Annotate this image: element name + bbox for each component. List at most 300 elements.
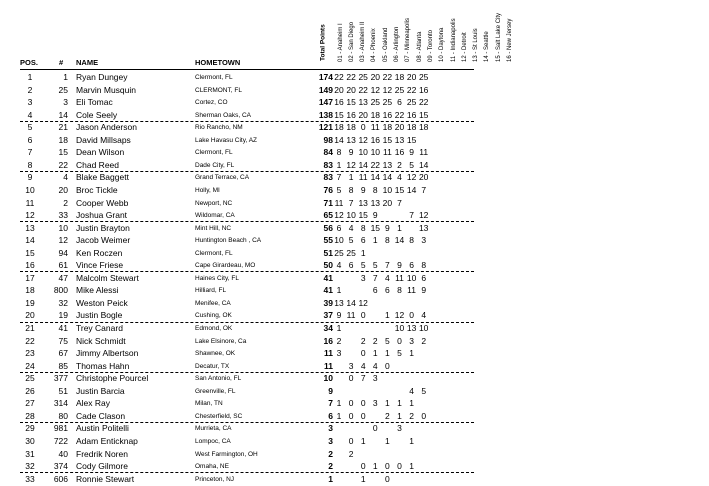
round-points-cell: 0 [360, 122, 366, 133]
round-label: 16 - New Jersey [507, 18, 513, 62]
col-round-header [449, 0, 458, 68]
round-points-cell: 1 [385, 348, 390, 359]
round-points-cell: 0 [360, 461, 366, 472]
hometown-cell: Decatur, TX [195, 362, 230, 370]
round-points-cell: 15 [334, 109, 344, 120]
round-points-cell: 7 [421, 184, 427, 195]
rider-number-cell: 374 [53, 461, 68, 472]
round-points-cell: 5 [336, 184, 342, 195]
rider-number-cell: 3 [63, 97, 68, 108]
round-points-cell: 1 [336, 410, 342, 421]
rider-name-cell: Thomas Hahn [76, 360, 130, 371]
table-row [0, 134, 709, 147]
rider-name-cell: Nick Schmidt [76, 335, 126, 346]
round-points-cell: 15 [346, 97, 356, 108]
position-cell: 5 [27, 122, 33, 133]
table-row [0, 171, 709, 184]
rider-number-cell: 21 [58, 122, 68, 133]
position-cell: 31 [25, 448, 35, 459]
group-separator [20, 271, 474, 272]
round-points-cell: 11 [334, 197, 344, 208]
rider-number-cell: 14 [58, 109, 68, 120]
round-points-cell: 13 [346, 134, 356, 145]
hometown-cell: Grand Terrace, CA [195, 174, 250, 182]
round-points-cell: 14 [382, 172, 393, 183]
total-points-cell: 39 [323, 297, 333, 308]
hometown-cell: Menifee, CA [195, 299, 231, 307]
round-points-cell: 0 [372, 423, 378, 434]
round-points-cell: 5 [360, 260, 366, 271]
total-points-cell: 2 [328, 448, 333, 459]
round-points-cell: 3 [360, 272, 366, 283]
table-row [0, 109, 709, 122]
table-row [0, 309, 709, 322]
hometown-cell: Dade City, FL [195, 161, 235, 169]
round-points-cell: 7 [336, 172, 342, 183]
position-cell: 8 [27, 159, 33, 170]
round-label: 04 - Phoenix [371, 28, 378, 62]
round-points-cell: 13 [370, 197, 381, 208]
round-points-cell: 22 [346, 72, 356, 82]
round-points-cell: 1 [336, 323, 342, 333]
round-points-cell: 14 [394, 235, 405, 246]
round-points-cell: 22 [406, 84, 417, 95]
round-points-cell: 7 [372, 272, 378, 283]
round-points-cell: 10 [334, 235, 344, 246]
hometown-cell: Cushing, OK [195, 312, 232, 320]
position-cell: 3 [27, 97, 33, 108]
round-points-cell: 22 [334, 72, 344, 82]
total-points-cell: 6 [328, 410, 333, 421]
total-points-cell: 11 [324, 348, 333, 359]
round-points-cell: 2 [409, 410, 414, 421]
rider-name-cell: Justin Bogle [76, 310, 123, 321]
round-points-cell: 6 [385, 285, 390, 296]
table-row [0, 71, 709, 84]
round-points-cell: 3 [372, 373, 378, 384]
round-points-cell: 0 [360, 410, 366, 421]
round-points-cell: 25 [394, 84, 405, 95]
position-cell: 13 [25, 222, 35, 233]
round-points-cell: 18 [406, 122, 417, 133]
rider-number-cell: 67 [58, 348, 68, 359]
rider-name-cell: Marvin Musquin [76, 84, 136, 95]
round-points-cell: 1 [336, 398, 342, 409]
rider-number-cell: 314 [53, 398, 68, 409]
rider-number-cell: 32 [58, 297, 68, 308]
total-points-cell: 174 [318, 72, 333, 82]
hometown-cell: Clermont, FL [195, 249, 233, 257]
round-points-cell: 9 [409, 147, 414, 158]
table-row [0, 84, 709, 97]
round-points-cell: 16 [382, 109, 393, 120]
position-cell: 26 [25, 385, 35, 396]
round-points-cell: 13 [382, 159, 393, 170]
round-points-cell: 2 [421, 335, 427, 346]
position-cell: 22 [25, 335, 35, 346]
round-points-cell: 10 [418, 323, 429, 333]
round-points-cell: 0 [348, 410, 354, 421]
round-points-cell: 0 [421, 410, 427, 421]
round-points-cell: 4 [336, 260, 342, 271]
rider-number-cell: 51 [58, 385, 68, 396]
rider-number-cell: 22 [58, 159, 68, 170]
total-points-cell: 83 [323, 172, 333, 183]
total-points-cell: 11 [324, 360, 333, 371]
total-points-cell: 55 [323, 235, 333, 246]
round-points-cell: 10 [382, 184, 393, 195]
total-points-cell: 149 [318, 84, 333, 95]
col-total-header [318, 0, 327, 68]
rider-name-cell: David Millsaps [76, 134, 131, 145]
rider-name-cell: Cade Clason [76, 410, 126, 421]
round-points-cell: 7 [397, 197, 402, 208]
rider-number-cell: 19 [58, 310, 68, 321]
rider-name-cell: Adam Enticknap [76, 435, 138, 446]
rider-name-cell: Ken Roczen [76, 247, 123, 258]
round-points-cell: 11 [419, 147, 429, 158]
round-points-cell: 12 [370, 84, 381, 95]
round-points-cell: 12 [358, 134, 368, 145]
round-points-cell: 13 [418, 222, 429, 233]
col-round-header [506, 0, 515, 68]
group-separator [20, 221, 474, 222]
group-separator [20, 121, 474, 122]
rider-number-cell: 606 [53, 473, 68, 484]
rider-name-cell: Chad Reed [76, 159, 120, 170]
round-points-cell: 3 [409, 335, 414, 346]
round-points-cell: 18 [394, 72, 405, 82]
rider-name-cell: Blake Baggett [76, 172, 129, 183]
round-points-cell: 18 [346, 122, 356, 133]
position-cell: 29 [25, 423, 35, 434]
total-points-cell: 37 [323, 310, 333, 321]
round-points-cell: 18 [370, 109, 381, 120]
round-points-cell: 1 [409, 348, 414, 359]
round-points-cell: 5 [372, 260, 378, 271]
rider-name-cell: Austin Politelli [76, 423, 129, 434]
group-separator [20, 171, 474, 172]
position-cell: 25 [25, 373, 35, 384]
total-points-cell: 41 [323, 272, 333, 283]
round-points-cell: 16 [334, 97, 344, 108]
table-row [0, 410, 709, 423]
round-label: 01 - Anaheim I [337, 23, 344, 62]
round-points-cell: 12 [334, 210, 344, 221]
header-rule [20, 69, 474, 70]
rider-name-cell: Justin Brayton [76, 222, 130, 233]
rider-name-cell: Ronnie Stewart [76, 473, 135, 484]
position-cell: 18 [25, 285, 35, 296]
rider-number-cell: 47 [58, 272, 68, 283]
round-points-cell: 20 [370, 72, 381, 82]
rider-number-cell: 18 [58, 134, 68, 145]
rider-name-cell: Dean Wilson [76, 147, 125, 158]
col-round-header [483, 0, 492, 68]
round-points-cell: 9 [421, 285, 427, 296]
round-points-cell: 3 [372, 398, 378, 409]
round-points-cell: 8 [372, 184, 378, 195]
position-cell: 30 [25, 435, 35, 446]
round-points-cell: 1 [372, 461, 378, 472]
col-round-header [370, 0, 379, 68]
hometown-cell: San Antonio, FL [195, 375, 242, 383]
round-points-cell: 14 [406, 184, 417, 195]
col-round-header [381, 0, 390, 68]
position-cell: 9 [27, 172, 33, 183]
round-points-cell: 16 [370, 134, 381, 145]
rider-number-cell: 4 [63, 172, 68, 183]
round-points-cell: 11 [382, 147, 392, 158]
table-row [0, 234, 709, 247]
round-points-cell: 8 [336, 147, 342, 158]
col-round-header [494, 0, 503, 68]
round-points-cell: 7 [409, 210, 414, 221]
round-points-cell: 22 [418, 97, 429, 108]
round-points-cell: 11 [407, 285, 416, 296]
round-points-cell: 15 [370, 222, 381, 233]
table-row [0, 297, 709, 310]
rider-number-cell: 33 [58, 210, 68, 221]
round-label: 06 - Arlington [394, 26, 400, 62]
position-cell: 12 [25, 210, 35, 221]
position-cell: 20 [25, 310, 35, 321]
position-cell: 33 [25, 473, 35, 484]
hometown-cell: Lompoc, CA [195, 437, 231, 445]
group-separator [20, 422, 474, 423]
round-points-cell: 8 [348, 184, 354, 195]
round-points-cell: 14 [370, 172, 381, 183]
table-row [0, 422, 709, 435]
round-points-cell: 16 [394, 147, 405, 158]
round-label: 05 - Oakland [382, 27, 389, 62]
round-points-cell: 2 [397, 159, 402, 170]
hometown-cell: Cortez, CO [195, 99, 228, 107]
position-cell: 32 [25, 461, 35, 472]
round-label: 14 - Seattle [484, 31, 491, 62]
round-points-cell: 6 [360, 235, 366, 246]
rider-number-cell: 85 [58, 360, 68, 371]
round-points-cell: 1 [397, 410, 402, 421]
rider-number-cell: 41 [58, 323, 68, 333]
round-points-cell: 18 [418, 122, 429, 133]
round-points-cell: 25 [346, 247, 356, 258]
round-points-cell: 1 [336, 285, 342, 296]
rider-name-cell: Christophe Pourcel [76, 373, 149, 384]
rider-name-cell: Alex Ray [76, 398, 111, 409]
rider-name-cell: Cole Seely [76, 109, 118, 120]
rider-name-cell: Vince Friese [76, 260, 124, 271]
table-header [0, 0, 709, 68]
hometown-cell: Murrieta, CA [195, 425, 232, 433]
round-points-cell: 25 [358, 72, 368, 82]
round-points-cell: 20 [334, 84, 344, 95]
round-points-cell: 22 [382, 72, 393, 82]
round-points-cell: 1 [360, 247, 366, 258]
round-points-cell: 0 [385, 360, 390, 371]
round-points-cell: 20 [394, 122, 405, 133]
round-points-cell: 5 [409, 159, 414, 170]
table-row [0, 473, 709, 486]
rider-name-cell: Cody Gilmore [76, 461, 128, 472]
round-points-cell: 0 [360, 348, 366, 359]
round-label: 08 - Atlanta [416, 31, 423, 62]
round-points-cell: 18 [334, 122, 344, 133]
rider-number-cell: 61 [58, 260, 68, 271]
round-points-cell: 20 [418, 172, 429, 183]
col-name-header: NAME [76, 58, 99, 67]
round-points-cell: 1 [409, 461, 414, 472]
round-points-cell: 1 [360, 473, 366, 484]
table-row [0, 347, 709, 360]
hometown-cell: Milan, TN [195, 400, 223, 408]
round-label: 15 - Salt Lake City [495, 12, 502, 62]
position-cell: 16 [25, 260, 35, 271]
rider-name-cell: Jason Anderson [76, 122, 137, 133]
total-points-cell: 76 [323, 184, 333, 195]
round-points-cell: 10 [358, 147, 368, 158]
round-points-cell: 3 [397, 423, 402, 434]
col-round-header [472, 0, 481, 68]
total-points-cell: 84 [323, 147, 333, 158]
total-points-cell: 65 [323, 210, 333, 221]
round-points-cell: 11 [358, 172, 368, 183]
round-points-cell: 4 [385, 272, 390, 283]
round-points-cell: 22 [394, 109, 405, 120]
col-round-header [438, 0, 447, 68]
total-points-cell: 138 [318, 109, 333, 120]
round-points-cell: 22 [370, 159, 381, 170]
rider-name-cell: Jacob Weimer [76, 235, 131, 246]
rider-name-cell: Fredrik Noren [76, 448, 128, 459]
round-points-cell: 4 [372, 360, 378, 371]
hometown-cell: Huntington Beach , CA [195, 237, 262, 245]
round-points-cell: 0 [385, 461, 390, 472]
round-points-cell: 1 [360, 435, 366, 446]
hometown-cell: Holly, MI [195, 186, 220, 194]
total-points-cell: 83 [323, 159, 333, 170]
col-round-header [426, 0, 435, 68]
round-points-cell: 9 [385, 222, 390, 233]
round-points-cell: 25 [406, 97, 417, 108]
round-points-cell: 1 [385, 310, 390, 321]
position-cell: 11 [25, 197, 35, 208]
rider-number-cell: 800 [53, 285, 68, 296]
rider-name-cell: Joshua Grant [76, 210, 128, 221]
round-points-cell: 2 [385, 410, 390, 421]
round-points-cell: 9 [336, 310, 342, 321]
round-points-cell: 16 [346, 109, 356, 120]
total-points-cell: 147 [318, 97, 333, 108]
group-separator [20, 322, 474, 323]
rider-number-cell: 25 [58, 84, 68, 95]
round-points-cell: 0 [348, 398, 354, 409]
col-round-header [359, 0, 368, 68]
table-row [0, 460, 709, 473]
round-points-cell: 1 [409, 398, 414, 409]
round-points-cell: 1 [372, 235, 378, 246]
rider-number-cell: 15 [58, 147, 68, 158]
round-label: 09 - Toronto [427, 30, 434, 62]
round-points-cell: 1 [397, 398, 402, 409]
round-points-cell: 5 [385, 335, 390, 346]
round-points-cell: 10 [406, 272, 417, 283]
position-cell: 23 [25, 348, 35, 359]
round-points-cell: 8 [409, 235, 414, 246]
round-points-cell: 20 [382, 197, 393, 208]
rider-number-cell: 12 [58, 235, 68, 246]
col-round-header [393, 0, 402, 68]
rider-number-cell: 1 [63, 72, 68, 82]
round-points-cell: 5 [421, 385, 427, 396]
hometown-cell: Sherman Oaks, CA [195, 111, 251, 119]
rider-number-cell: 2 [63, 197, 68, 208]
total-points-cell: 3 [328, 435, 333, 446]
round-points-cell: 12 [394, 310, 405, 321]
round-points-cell: 12 [382, 84, 393, 95]
table-row [0, 197, 709, 210]
round-points-cell: 0 [397, 335, 402, 346]
round-points-cell: 11 [346, 310, 356, 321]
round-label: 07 - Minneapolis [405, 17, 412, 62]
table-row [0, 385, 709, 398]
round-points-cell: 0 [409, 310, 414, 321]
round-points-cell: 3 [336, 348, 342, 359]
round-points-cell: 12 [346, 159, 356, 170]
round-points-cell: 7 [348, 197, 354, 208]
rider-number-cell: 40 [58, 448, 68, 459]
round-points-cell: 9 [348, 147, 354, 158]
round-points-cell: 2 [348, 448, 354, 459]
col-round-header [460, 0, 469, 68]
round-points-cell: 9 [397, 260, 402, 271]
position-cell: 14 [25, 235, 35, 246]
round-points-cell: 15 [382, 134, 393, 145]
col-hometown-header: HOMETOWN [195, 58, 241, 67]
rider-number-cell: 94 [58, 247, 68, 258]
round-points-cell: 1 [385, 398, 390, 409]
round-points-cell: 0 [385, 473, 390, 484]
round-points-cell: 8 [421, 260, 427, 271]
group-separator [20, 372, 474, 373]
round-points-cell: 4 [397, 172, 402, 183]
total-points-cell: 1 [328, 473, 333, 484]
round-points-cell: 5 [348, 235, 354, 246]
round-points-cell: 16 [418, 84, 429, 95]
round-points-cell: 1 [397, 222, 402, 233]
rider-number-cell: 75 [58, 335, 68, 346]
round-points-cell: 2 [372, 335, 378, 346]
rider-name-cell: Weston Peick [76, 297, 128, 308]
table-row [0, 209, 709, 222]
position-cell: 21 [25, 323, 35, 333]
table-row [0, 435, 709, 448]
position-cell: 6 [27, 134, 33, 145]
round-points-cell: 20 [406, 72, 417, 82]
round-points-cell: 12 [418, 210, 429, 221]
round-points-cell: 18 [382, 122, 393, 133]
total-points-cell: 9 [328, 385, 333, 396]
round-label: 03 - Anaheim II [360, 21, 367, 62]
total-points-cell: 98 [323, 134, 333, 145]
table-row [0, 448, 709, 461]
round-points-cell: 15 [358, 210, 368, 221]
rider-name-cell: Jimmy Albertson [76, 348, 139, 359]
round-points-cell: 14 [418, 159, 429, 170]
position-cell: 19 [25, 297, 35, 308]
total-points-cell: 56 [323, 222, 333, 233]
round-points-cell: 0 [348, 373, 354, 384]
